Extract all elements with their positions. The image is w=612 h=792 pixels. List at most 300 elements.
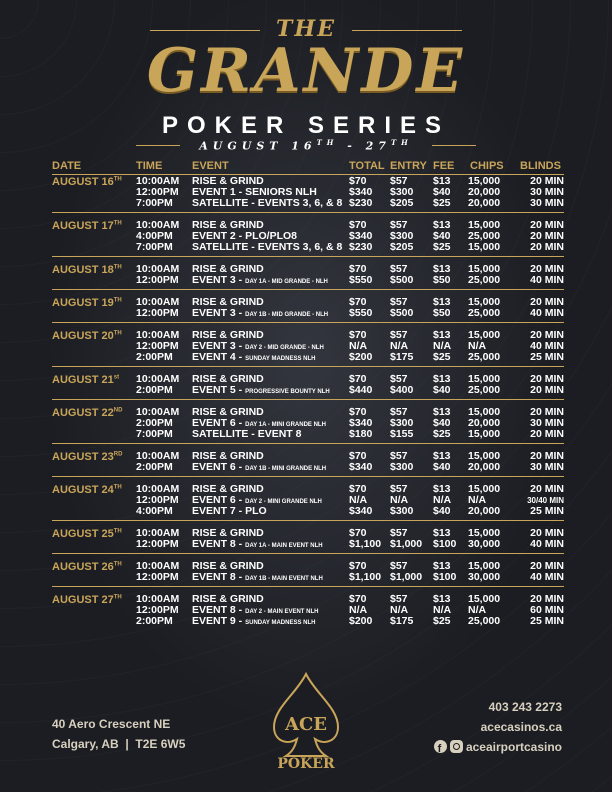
- col-total: TOTAL: [349, 160, 385, 172]
- day-separator: [52, 520, 564, 521]
- header: [0, 0, 612, 160]
- cell-chips: 15,000: [468, 373, 501, 385]
- cell-time: 10:00AM: [136, 373, 180, 385]
- event-name: RISE & GRIND: [192, 406, 264, 418]
- cell-time: 7:00PM: [136, 197, 173, 209]
- cell-blinds: 20 MIN: [530, 593, 564, 605]
- cell-total: N/A: [349, 494, 368, 506]
- event-name: RISE & GRIND: [192, 296, 264, 308]
- day-separator: [52, 212, 564, 213]
- event-name: EVENT 3 -: [192, 307, 246, 319]
- phone-number: 403 243 2273: [488, 700, 562, 714]
- event-name: RISE & GRIND: [192, 219, 264, 231]
- title-grande: GRANDE: [146, 36, 466, 106]
- cell-blinds: 20 MIN: [530, 329, 564, 341]
- dates-end-sup: TH: [390, 138, 413, 147]
- cell-chips: 25,000: [468, 274, 501, 286]
- table-row: [0, 561, 612, 572]
- cell-blinds: 30 MIN: [530, 417, 564, 429]
- day-month: AUGUST 26: [52, 561, 114, 573]
- ace-poker-logo: [266, 672, 346, 772]
- cell-entry: $300: [390, 461, 414, 473]
- day-suffix: TH: [113, 528, 122, 535]
- cell-entry: $175: [390, 615, 414, 627]
- cell-entry: $1,000: [390, 571, 423, 583]
- event-note: PROGRESSIVE BOUNTY NLH: [245, 389, 330, 395]
- cell-total: $340: [349, 230, 373, 242]
- cell-blinds: 20 MIN: [530, 560, 564, 572]
- event-name: EVENT 6 -: [192, 461, 246, 473]
- table-row: [0, 308, 612, 319]
- cell-entry: $57: [390, 329, 408, 341]
- logo-poker: POKER: [277, 756, 335, 772]
- day-month: AUGUST 27: [52, 594, 114, 606]
- day-separator: [52, 289, 564, 290]
- day-suffix: ND: [113, 407, 123, 414]
- table-row: [0, 418, 612, 429]
- cell-total: $340: [349, 186, 373, 198]
- cell-blinds: 30 MIN: [530, 197, 564, 209]
- table-row: [0, 484, 612, 495]
- cell-time: 10:00AM: [136, 593, 180, 605]
- cell-time: 2:00PM: [136, 384, 173, 396]
- cell-event: [192, 462, 326, 475]
- cell-blinds: 20 MIN: [530, 450, 564, 462]
- cell-time: 10:00AM: [136, 560, 180, 572]
- cell-fee: $40: [433, 461, 451, 473]
- cell-entry: $57: [390, 483, 408, 495]
- logo-ace: ACE: [284, 714, 328, 735]
- website-link[interactable]: acecasinos.ca: [480, 720, 562, 734]
- cell-blinds: 25 MIN: [530, 505, 564, 517]
- cell-total: $340: [349, 505, 373, 517]
- instagram-icon[interactable]: [450, 740, 463, 753]
- day-suffix: TH: [113, 484, 122, 491]
- day-suffix: TH: [113, 220, 122, 227]
- event-name: RISE & GRIND: [192, 329, 264, 341]
- cell-event: [192, 506, 267, 517]
- cell-chips: 30,000: [468, 571, 501, 583]
- cell-chips: N/A: [468, 494, 487, 506]
- cell-event: [192, 352, 315, 365]
- cell-fee: $13: [433, 527, 451, 539]
- social-row: [431, 737, 562, 757]
- event-name: EVENT 4 -: [192, 351, 246, 363]
- address-line-2: Calgary, AB | T2E 6W5: [52, 737, 186, 751]
- event-name: SATELLITE - EVENTS 3, 6, & 8: [192, 241, 343, 253]
- table-row: [0, 594, 612, 605]
- cell-time: 10:00AM: [136, 450, 180, 462]
- event-note: DAY 2 - MAIN EVENT NLH: [245, 609, 319, 615]
- cell-time: 10:00AM: [136, 406, 180, 418]
- cell-blinds: 20 MIN: [530, 219, 564, 231]
- cell-time: 10:00AM: [136, 527, 180, 539]
- cell-blinds: 20 MIN: [530, 175, 564, 187]
- event-note: DAY 1A - MAIN EVENT NLH: [245, 543, 323, 549]
- event-note: DAY 1A - MINI GRANDE NLH: [245, 422, 326, 428]
- cell-event: [192, 242, 342, 253]
- cell-total: $550: [349, 274, 373, 286]
- event-note: SUNDAY MADNESS NLH: [245, 620, 316, 626]
- cell-entry: $57: [390, 560, 408, 572]
- cell-total: N/A: [349, 340, 368, 352]
- event-note: DAY 1B - MAIN EVENT NLH: [245, 576, 323, 582]
- day-separator: [52, 476, 564, 477]
- cell-fee: $50: [433, 274, 451, 286]
- cell-chips: 20,000: [468, 461, 501, 473]
- cell-fee: $25: [433, 615, 451, 627]
- cell-entry: $57: [390, 373, 408, 385]
- day-month: AUGUST 18: [52, 264, 114, 276]
- cell-fee: $13: [433, 219, 451, 231]
- table-row: [0, 462, 612, 473]
- event-name: RISE & GRIND: [192, 175, 264, 187]
- table-row: [0, 330, 612, 341]
- table-row: [0, 198, 612, 209]
- cell-fee: $25: [433, 197, 451, 209]
- day-separator: [52, 443, 564, 444]
- event-name: SATELLITE - EVENTS 3, 6, & 8: [192, 197, 343, 209]
- event-name: EVENT 8 -: [192, 604, 246, 616]
- cell-chips: 25,000: [468, 615, 501, 627]
- cell-blinds: 20 MIN: [530, 406, 564, 418]
- table-row: [0, 264, 612, 275]
- cell-fee: $40: [433, 186, 451, 198]
- col-blinds: BLINDS: [520, 160, 561, 172]
- cell-chips: 15,000: [468, 450, 501, 462]
- cell-fee: $40: [433, 417, 451, 429]
- day-month: AUGUST 25: [52, 528, 114, 540]
- event-name: RISE & GRIND: [192, 373, 264, 385]
- cell-time: 7:00PM: [136, 428, 173, 440]
- event-note: DAY 2 - MINI GRANDE NLH: [245, 499, 322, 505]
- cell-time: 10:00AM: [136, 329, 180, 341]
- cell-blinds: 30 MIN: [530, 186, 564, 198]
- cell-total: $340: [349, 417, 373, 429]
- cell-time: 10:00AM: [136, 219, 180, 231]
- cell-time: 12:00PM: [136, 186, 179, 198]
- cell-time: 4:00PM: [136, 230, 173, 242]
- event-name: RISE & GRIND: [192, 263, 264, 275]
- cell-total: N/A: [349, 604, 368, 616]
- cell-event: [192, 198, 342, 209]
- table-row: [0, 572, 612, 583]
- cell-time: 2:00PM: [136, 417, 173, 429]
- cell-entry: $57: [390, 219, 408, 231]
- cell-entry: $205: [390, 197, 414, 209]
- cell-fee: $25: [433, 351, 451, 363]
- cell-chips: 15,000: [468, 406, 501, 418]
- title-poker-series: POKER SERIES: [161, 112, 451, 139]
- cell-chips: 15,000: [468, 560, 501, 572]
- cell-time: 10:00AM: [136, 296, 180, 308]
- event-name: EVENT 9 -: [192, 615, 246, 627]
- col-fee: FEE: [433, 160, 455, 172]
- table-row: [0, 539, 612, 550]
- cell-time: 12:00PM: [136, 604, 179, 616]
- cell-chips: 20,000: [468, 197, 501, 209]
- cell-total: $70: [349, 219, 367, 231]
- cell-total: $70: [349, 527, 367, 539]
- cell-fee: $13: [433, 450, 451, 462]
- event-note: DAY 2 - MID GRANDE - NLH: [245, 345, 324, 351]
- event-name: EVENT 7 - PLO: [192, 505, 267, 517]
- cell-entry: $300: [390, 417, 414, 429]
- day-month: AUGUST 22: [52, 407, 114, 419]
- day-suffix: TH: [113, 561, 122, 568]
- dates-start-sup: TH: [316, 138, 339, 147]
- cell-time: 12:00PM: [136, 274, 179, 286]
- event-name: EVENT 3 -: [192, 274, 246, 286]
- col-date: DATE: [52, 160, 82, 172]
- cell-total: $200: [349, 351, 373, 363]
- col-time: TIME: [136, 160, 163, 172]
- cell-entry: N/A: [390, 340, 409, 352]
- cell-blinds: 25 MIN: [530, 615, 564, 627]
- cell-fee: N/A: [433, 494, 452, 506]
- table-row: [0, 220, 612, 231]
- cell-time: 2:00PM: [136, 461, 173, 473]
- cell-fee: $100: [433, 538, 457, 550]
- day-month: AUGUST 17: [52, 220, 114, 232]
- cell-fee: N/A: [433, 604, 452, 616]
- event-note: DAY 1B - MID GRANDE - NLH: [245, 312, 329, 318]
- event-name: EVENT 6 -: [192, 494, 246, 506]
- cell-total: $550: [349, 307, 373, 319]
- cell-total: $1,100: [349, 571, 382, 583]
- cell-fee: $13: [433, 560, 451, 572]
- cell-time: 4:00PM: [136, 505, 173, 517]
- cell-blinds: 40 MIN: [530, 274, 564, 286]
- cell-fee: $40: [433, 505, 451, 517]
- cell-event: [192, 616, 315, 629]
- day-suffix: TH: [113, 297, 122, 304]
- cell-chips: 15,000: [468, 219, 501, 231]
- cell-entry: $400: [390, 384, 414, 396]
- day-suffix: TH: [113, 264, 122, 271]
- cell-entry: $57: [390, 450, 408, 462]
- cell-total: $230: [349, 197, 373, 209]
- table-row: [0, 528, 612, 539]
- cell-blinds: 40 MIN: [530, 340, 564, 352]
- table-row: [0, 297, 612, 308]
- series-dates: [0, 138, 612, 153]
- cell-total: $70: [349, 406, 367, 418]
- dates-start: AUGUST 16: [199, 139, 317, 153]
- cell-blinds: 40 MIN: [530, 307, 564, 319]
- cell-chips: 25,000: [468, 230, 501, 242]
- address-line-1: 40 Aero Crescent NE: [52, 717, 171, 731]
- cell-time: 12:00PM: [136, 571, 179, 583]
- table-row: [0, 495, 612, 506]
- day-suffix: RD: [113, 451, 123, 458]
- cell-time: 12:00PM: [136, 494, 179, 506]
- cell-chips: 15,000: [468, 296, 501, 308]
- day-separator: [52, 256, 564, 257]
- cell-entry: $300: [390, 505, 414, 517]
- cell-time: 7:00PM: [136, 241, 173, 253]
- cell-fee: $13: [433, 483, 451, 495]
- cell-total: $180: [349, 428, 373, 440]
- event-name: RISE & GRIND: [192, 483, 264, 495]
- cell-event: [192, 385, 330, 398]
- column-headers: [0, 160, 612, 174]
- day-suffix: TH: [113, 330, 122, 337]
- cell-fee: $13: [433, 263, 451, 275]
- cell-fee: $40: [433, 230, 451, 242]
- cell-fee: $100: [433, 571, 457, 583]
- table-row: [0, 275, 612, 286]
- event-name: EVENT 3 -: [192, 340, 246, 352]
- table-row: [0, 341, 612, 352]
- col-entry: ENTRY: [390, 160, 427, 172]
- cell-blinds: 20 MIN: [530, 373, 564, 385]
- event-name: EVENT 6 -: [192, 417, 246, 429]
- cell-entry: $155: [390, 428, 414, 440]
- cell-blinds: 20 MIN: [530, 483, 564, 495]
- cell-fee: N/A: [433, 340, 452, 352]
- table-row: [0, 616, 612, 627]
- cell-chips: 15,000: [468, 175, 501, 187]
- event-name: EVENT 5 -: [192, 384, 246, 396]
- day-separator: [52, 322, 564, 323]
- cell-blinds: 60 MIN: [530, 604, 564, 616]
- facebook-icon[interactable]: [434, 740, 447, 753]
- cell-entry: $57: [390, 175, 408, 187]
- title-the: THE: [276, 16, 336, 42]
- table-row: [0, 374, 612, 385]
- cell-total: $70: [349, 450, 367, 462]
- cell-chips: 25,000: [468, 307, 501, 319]
- cell-total: $70: [349, 593, 367, 605]
- cell-chips: 15,000: [468, 483, 501, 495]
- event-note: SUNDAY MADNESS NLH: [245, 356, 316, 362]
- day-suffix: TH: [113, 594, 122, 601]
- cell-chips: 15,000: [468, 241, 501, 253]
- event-name: EVENT 1 - SENIORS NLH: [192, 186, 317, 198]
- cell-chips: 30,000: [468, 538, 501, 550]
- cell-event: [192, 429, 301, 440]
- cell-blinds: 20 MIN: [530, 296, 564, 308]
- cell-event: [192, 275, 328, 288]
- cell-time: 10:00AM: [136, 263, 180, 275]
- cell-chips: 15,000: [468, 428, 501, 440]
- event-note: DAY 1B - MINI GRANDE NLH: [245, 466, 327, 472]
- table-row: [0, 506, 612, 517]
- cell-blinds: 20 MIN: [530, 384, 564, 396]
- table-row: [0, 242, 612, 253]
- cell-chips: 20,000: [468, 186, 501, 198]
- cell-blinds: 30/40 MIN: [527, 496, 564, 505]
- cell-entry: $500: [390, 307, 414, 319]
- cell-fee: $13: [433, 296, 451, 308]
- cell-blinds: 20 MIN: [530, 241, 564, 253]
- cell-chips: 15,000: [468, 329, 501, 341]
- table-row: [0, 407, 612, 418]
- cell-entry: $57: [390, 527, 408, 539]
- dates-end: - 27: [338, 139, 391, 153]
- cell-time: 12:00PM: [136, 538, 179, 550]
- cell-time: 2:00PM: [136, 351, 173, 363]
- cell-time: 2:00PM: [136, 615, 173, 627]
- social-handle[interactable]: aceairportcasino: [465, 740, 562, 754]
- cell-event: [192, 308, 328, 321]
- cell-time: 10:00AM: [136, 175, 180, 187]
- cell-time: 12:00PM: [136, 307, 179, 319]
- cell-total: $70: [349, 483, 367, 495]
- table-row: [0, 605, 612, 616]
- event-note: DAY 1A - MID GRANDE - NLH: [245, 279, 328, 285]
- day-separator: [52, 366, 564, 367]
- cell-total: $70: [349, 329, 367, 341]
- cell-entry: N/A: [390, 604, 409, 616]
- cell-chips: N/A: [468, 340, 487, 352]
- cell-entry: $300: [390, 186, 414, 198]
- cell-entry: $1,000: [390, 538, 423, 550]
- day-month: AUGUST 16: [52, 176, 114, 188]
- table-row: [0, 451, 612, 462]
- cell-fee: $13: [433, 329, 451, 341]
- cell-fee: $13: [433, 593, 451, 605]
- table-row: [0, 385, 612, 396]
- event-name: RISE & GRIND: [192, 560, 264, 572]
- cell-total: $200: [349, 615, 373, 627]
- cell-entry: $57: [390, 593, 408, 605]
- cell-fee: $25: [433, 241, 451, 253]
- cell-chips: 20,000: [468, 417, 501, 429]
- cell-blinds: 20 MIN: [530, 527, 564, 539]
- cell-chips: 15,000: [468, 593, 501, 605]
- day-month: AUGUST 21: [52, 374, 114, 386]
- contact: [431, 697, 562, 757]
- event-name: EVENT 8 -: [192, 538, 246, 550]
- cell-total: $340: [349, 461, 373, 473]
- cell-fee: $25: [433, 428, 451, 440]
- day-separator: [52, 399, 564, 400]
- cell-blinds: 30 MIN: [530, 461, 564, 473]
- day-month: AUGUST 23: [52, 451, 114, 463]
- day-suffix: st: [113, 374, 120, 381]
- cell-time: 12:00PM: [136, 340, 179, 352]
- cell-blinds: 20 MIN: [530, 428, 564, 440]
- cell-blinds: 40 MIN: [530, 538, 564, 550]
- event-name: RISE & GRIND: [192, 593, 264, 605]
- event-name: SATELLITE - EVENT 8: [192, 428, 302, 440]
- address: [52, 714, 185, 754]
- cell-total: $70: [349, 263, 367, 275]
- event-name: EVENT 8 -: [192, 571, 246, 583]
- cell-fee: $50: [433, 307, 451, 319]
- cell-chips: 20,000: [468, 505, 501, 517]
- cell-entry: $57: [390, 406, 408, 418]
- cell-fee: $13: [433, 373, 451, 385]
- day-separator: [52, 553, 564, 554]
- cell-blinds: 25 MIN: [530, 351, 564, 363]
- cell-entry: $500: [390, 274, 414, 286]
- day-month: AUGUST 19: [52, 297, 114, 309]
- cell-event: [192, 572, 323, 585]
- day-month: AUGUST 20: [52, 330, 114, 342]
- cell-chips: 15,000: [468, 263, 501, 275]
- cell-chips: 15,000: [468, 527, 501, 539]
- event-name: RISE & GRIND: [192, 527, 264, 539]
- cell-blinds: 40 MIN: [530, 571, 564, 583]
- cell-entry: N/A: [390, 494, 409, 506]
- col-event: EVENT: [192, 160, 229, 172]
- cell-total: $70: [349, 296, 367, 308]
- col-chips: CHIPS: [470, 160, 504, 172]
- cell-fee: $13: [433, 406, 451, 418]
